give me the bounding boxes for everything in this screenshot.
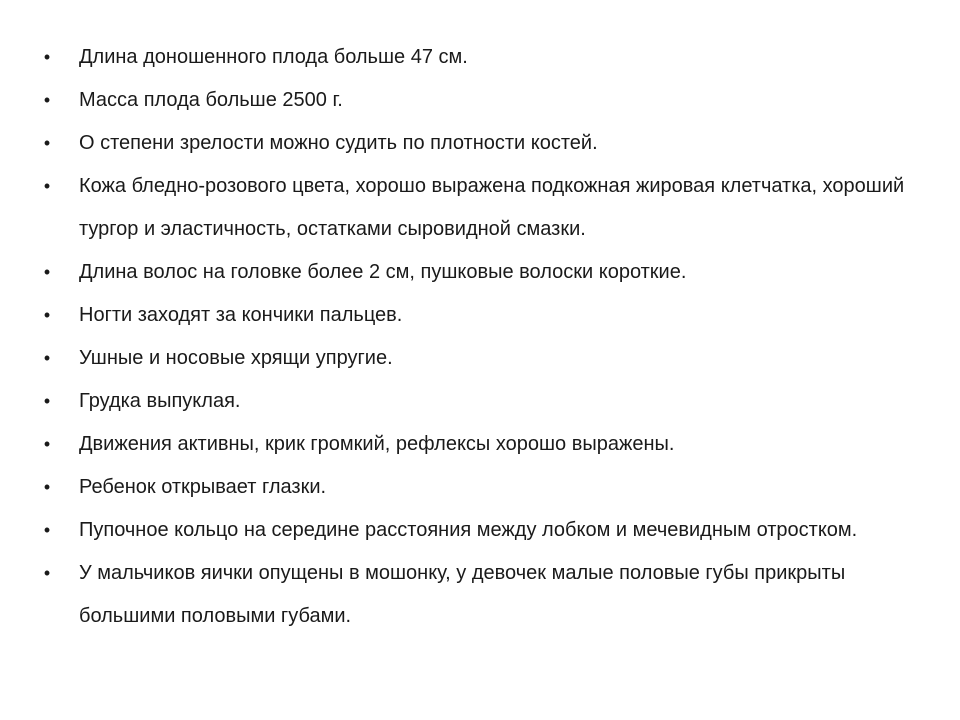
list-item-text: Движения активны, крик громкий, рефлексы хорошо выражены. <box>79 433 675 455</box>
bullet-icon: • <box>43 434 51 454</box>
list-item <box>40 165 920 251</box>
list-item-text: Пупочное кольцо на середине расстояния между лобком и мечевидным отростком. <box>79 519 858 541</box>
list-item <box>40 509 920 552</box>
list-item <box>40 337 920 380</box>
bullet-icon: • <box>43 477 51 497</box>
bullet-icon: • <box>43 305 51 325</box>
list-item-text: О степени зрелости можно судить по плотности костей. <box>79 132 598 154</box>
bullet-icon: • <box>43 133 51 153</box>
bullet-icon: • <box>43 391 51 411</box>
list-item-text: Масса плода больше 2500 г. <box>79 89 343 111</box>
list-item-text: Ногти заходят за кончики пальцев. <box>79 304 403 326</box>
bullet-icon: • <box>43 47 51 67</box>
bullet-icon: • <box>43 348 51 368</box>
bullet-icon: • <box>43 176 51 196</box>
list-item <box>40 466 920 509</box>
list-item <box>40 552 920 638</box>
list-item <box>40 79 920 122</box>
list-item <box>40 423 920 466</box>
bullet-icon: • <box>43 262 51 282</box>
list-item <box>40 251 920 294</box>
list-item-text: Кожа бледно-розового цвета, хорошо выражена подкожная жировая клетчатка, хороший тургор и эластичность, остатками сыровидной смазки. <box>79 175 905 240</box>
list-item-text: Грудка выпуклая. <box>79 390 241 412</box>
list-item-text: У мальчиков яички опущены в мошонку, у девочек малые половые губы прикрыты большими половыми губами. <box>79 562 846 627</box>
list-item-text: Ушные и носовые хрящи упругие. <box>79 347 393 369</box>
bullet-icon: • <box>43 563 51 583</box>
bullet-icon: • <box>43 90 51 110</box>
list-item-text: Ребенок открывает глазки. <box>79 476 327 498</box>
list-item-text: Длина волос на головке более 2 см, пушковые волоски короткие. <box>79 261 687 283</box>
list-item <box>40 122 920 165</box>
list-item <box>40 36 920 79</box>
list-item <box>40 294 920 337</box>
list-item-text: Длина доношенного плода больше 47 см. <box>79 46 468 68</box>
bullet-list <box>40 36 920 638</box>
list-item <box>40 380 920 423</box>
bullet-icon: • <box>43 520 51 540</box>
